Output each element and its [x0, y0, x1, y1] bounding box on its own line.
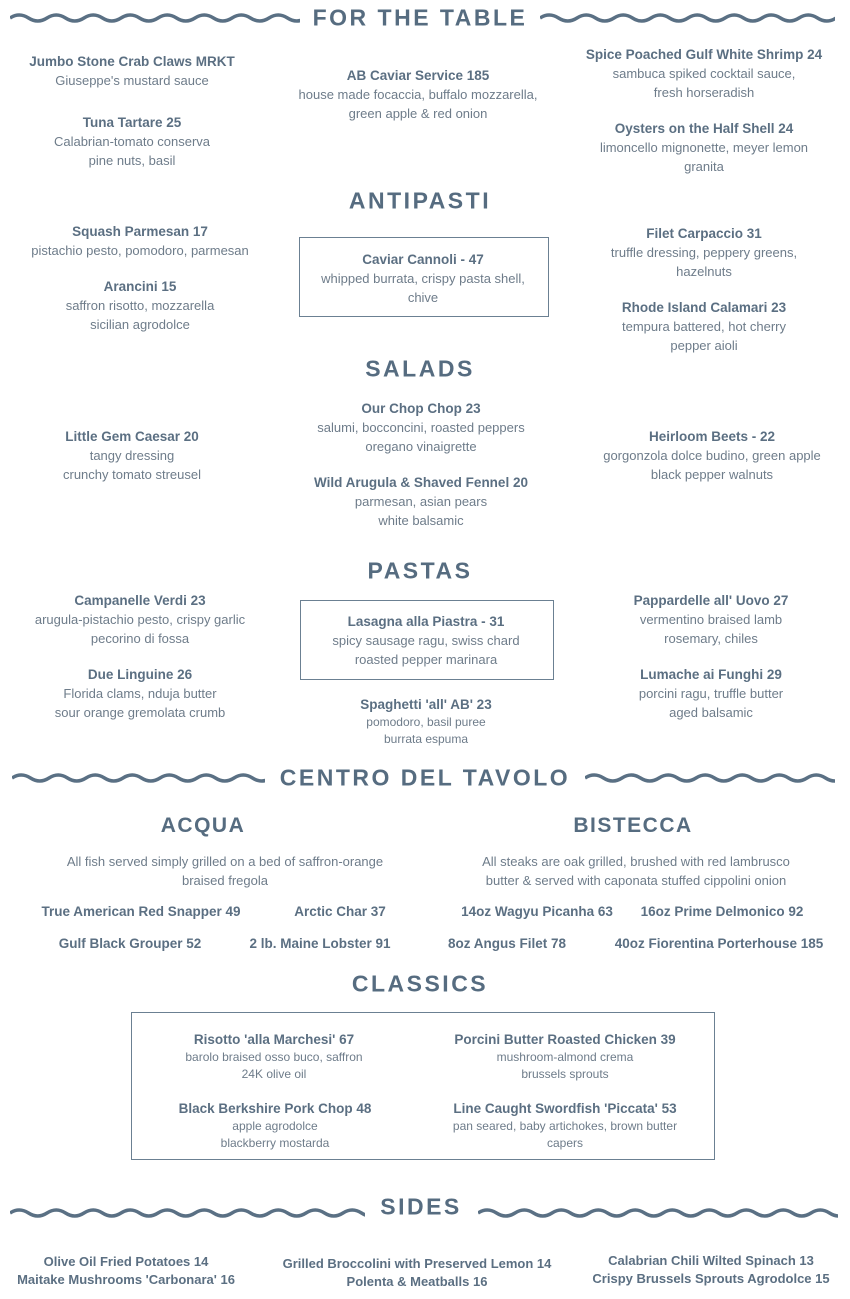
item-desc: pecorino di fossa [90, 631, 190, 646]
item-name: Rhode Island Calamari 23 [621, 300, 787, 315]
item-desc: crunchy tomato streusel [62, 467, 202, 482]
item-desc: granita [684, 159, 724, 174]
item-desc: Giuseppe's mustard sauce [55, 73, 209, 88]
item-name: Lasagna alla Piastra - 31 [347, 614, 505, 629]
menu-item: 14oz Wagyu Picanha 63 [461, 904, 613, 919]
item-desc: apple agrodolce [232, 1119, 318, 1133]
item-desc: house made focaccia, buffalo mozzarella, [298, 87, 538, 102]
desc-line: All steaks are oak grilled, brushed with red lambrusco [482, 854, 790, 869]
item-desc: limoncello mignonette, meyer lemon [599, 140, 809, 155]
item-name: AB Caviar Service 185 [346, 68, 490, 83]
wave-divider [540, 11, 835, 25]
menu-item [35, 591, 245, 648]
item-name: Caviar Cannoli - 47 [362, 252, 484, 267]
menu-item [54, 113, 210, 170]
item-name: Black Berkshire Pork Chop 48 [178, 1101, 372, 1116]
section-title-for-the-table: FOR THE TABLE [312, 4, 528, 31]
item-name: Porcini Butter Roasted Chicken 39 [454, 1032, 676, 1047]
item-name: Arancini 15 [103, 279, 177, 294]
wave-divider [12, 771, 265, 785]
side-item: Olive Oil Fried Potatoes 14 [43, 1254, 209, 1269]
wave-line [478, 1210, 838, 1216]
side-item: Polenta & Meatballs 16 [346, 1274, 488, 1289]
item-desc: truffle dressing, peppery greens, [610, 245, 798, 260]
item-desc: burrata espuma [383, 732, 469, 746]
item-desc: sicilian agrodolce [90, 317, 190, 332]
item-desc: pine nuts, basil [88, 153, 176, 168]
item-desc: aged balsamic [669, 705, 753, 720]
section-title-salads: SALADS [365, 355, 475, 382]
item-desc: black pepper walnuts [650, 467, 774, 482]
wave-divider [585, 771, 835, 785]
menu-item [66, 277, 215, 334]
menu-item [453, 1099, 677, 1152]
item-name: Pappardelle all' Uovo 27 [633, 593, 789, 608]
menu-item: True American Red Snapper 49 [41, 904, 241, 919]
menu-item [603, 427, 821, 484]
item-desc: gorgonzola dolce budino, green apple [603, 448, 821, 463]
menu-item [600, 119, 808, 176]
item-desc: brussels sprouts [521, 1067, 609, 1081]
item-desc: hazelnuts [676, 264, 732, 279]
subsection-title-bistecca: BISTECCA [573, 814, 693, 837]
section-title-sides: SIDES [380, 1193, 462, 1220]
item-desc: 24K olive oil [241, 1067, 307, 1081]
featured-item [321, 250, 525, 307]
menu-item: 2 lb. Maine Lobster 91 [249, 936, 391, 951]
item-name: Heirloom Beets - 22 [648, 429, 776, 444]
item-desc: white balsamic [378, 513, 464, 528]
item-desc: vermentino braised lamb [639, 612, 783, 627]
subsection-title-acqua: ACQUA [160, 814, 246, 837]
item-name: Filet Carpaccio 31 [646, 226, 762, 241]
item-desc: fresh horseradish [653, 85, 755, 100]
sides-column [283, 1255, 552, 1291]
menu-item [622, 298, 786, 355]
desc-line: All fish served simply grilled on a bed of saffron-orange [66, 854, 384, 869]
item-desc: porcini ragu, truffle butter [638, 686, 784, 701]
item-name: Squash Parmesan 17 [72, 224, 208, 239]
menu-item [586, 45, 822, 102]
menu-item [360, 695, 491, 748]
wave-line [10, 1210, 365, 1216]
menu-item [63, 427, 201, 484]
item-desc: tempura battered, hot cherry [621, 319, 787, 334]
menu-item [317, 399, 524, 456]
wave-line [10, 15, 300, 21]
item-name: Our Chop Chop 23 [361, 401, 481, 416]
desc-line: braised fregola [181, 873, 268, 888]
menu-item [634, 591, 789, 648]
item-name: Spice Poached Gulf White Shrimp 24 [585, 47, 823, 62]
section-title-classics: CLASSICS [351, 970, 489, 997]
featured-item [332, 612, 519, 669]
menu-item [611, 224, 797, 281]
item-desc: rosemary, chiles [664, 631, 758, 646]
wave-divider [10, 11, 300, 25]
item-desc: pan seared, baby artichokes, brown butter [452, 1119, 678, 1133]
item-desc: pepper aioli [670, 338, 738, 353]
item-desc: blackberry mostarda [220, 1136, 330, 1150]
menu-item: 40oz Fiorentina Porterhouse 185 [614, 936, 824, 951]
side-item: Maitake Mushrooms 'Carbonara' 16 [17, 1272, 235, 1287]
item-desc: chive [407, 290, 439, 305]
item-desc: parmesan, asian pears [354, 494, 488, 509]
item-desc: mushroom-almond crema [496, 1050, 634, 1064]
bistecca-description [482, 852, 790, 890]
item-name: Spaghetti 'all' AB' 23 [360, 697, 492, 712]
item-name: Wild Arugula & Shaved Fennel 20 [314, 475, 528, 490]
item-name: Line Caught Swordfish 'Piccata' 53 [453, 1101, 677, 1116]
sides-column [592, 1252, 829, 1288]
item-name: Due Linguine 26 [87, 667, 193, 682]
menu-item [454, 1030, 675, 1083]
menu-item: 8oz Angus Filet 78 [447, 936, 567, 951]
item-desc: saffron risotto, mozzarella [65, 298, 215, 313]
wave-divider [478, 1206, 838, 1220]
section-title-centro: CENTRO DEL TAVOLO [279, 764, 571, 791]
item-desc: pistachio pesto, pomodoro, parmesan [31, 243, 249, 258]
wave-divider [10, 1206, 365, 1220]
item-name: Jumbo Stone Crab Claws MRKT [29, 54, 235, 69]
item-name: Tuna Tartare 25 [82, 115, 182, 130]
item-desc: green apple & red onion [348, 106, 488, 121]
menu-item [29, 52, 235, 90]
menu-item [185, 1030, 362, 1083]
item-name: Risotto 'alla Marchesi' 67 [193, 1032, 355, 1047]
menu-item: Arctic Char 37 [294, 904, 386, 919]
item-desc: sour orange gremolata crumb [54, 705, 226, 720]
item-name: Campanelle Verdi 23 [74, 593, 206, 608]
wave-line [12, 775, 265, 781]
menu-item [31, 222, 249, 260]
item-desc: spicy sausage ragu, swiss chard [332, 633, 520, 648]
item-name: Little Gem Caesar 20 [65, 429, 199, 444]
menu-item [314, 473, 528, 530]
menu-item [639, 665, 783, 722]
side-item: Calabrian Chili Wilted Spinach 13 [608, 1253, 814, 1268]
menu-item: Gulf Black Grouper 52 [58, 936, 202, 951]
sides-column [17, 1253, 235, 1289]
wave-line [585, 775, 835, 781]
item-name: Oysters on the Half Shell 24 [614, 121, 794, 136]
wave-line [540, 15, 835, 21]
side-item: Crispy Brussels Sprouts Agrodolce 15 [592, 1271, 830, 1286]
item-desc: whipped burrata, crispy pasta shell, [321, 271, 525, 286]
item-desc: sambuca spiked cocktail sauce, [612, 66, 796, 81]
acqua-description [67, 852, 383, 890]
item-desc: roasted pepper marinara [354, 652, 498, 667]
item-name: Lumache ai Funghi 29 [640, 667, 782, 682]
item-desc: Calabrian-tomato conserva [53, 134, 211, 149]
item-desc: tangy dressing [89, 448, 175, 463]
section-title-antipasti: ANTIPASTI [348, 187, 492, 214]
menu-item [299, 66, 538, 123]
item-desc: arugula-pistachio pesto, crispy garlic [34, 612, 246, 627]
item-desc: barolo braised osso buco, saffron [185, 1050, 363, 1064]
side-item: Grilled Broccolini with Preserved Lemon 14 [282, 1256, 552, 1271]
item-desc: capers [546, 1136, 584, 1150]
menu-item [179, 1099, 372, 1152]
item-desc: pomodoro, basil puree [366, 715, 486, 729]
section-title-pastas: PASTAS [367, 557, 473, 584]
menu-item [55, 665, 226, 722]
menu-item: 16oz Prime Delmonico 92 [640, 904, 804, 919]
desc-line: butter & served with caponata stuffed cippolini onion [485, 873, 787, 888]
item-desc: oregano vinaigrette [365, 439, 477, 454]
item-desc: Florida clams, nduja butter [63, 686, 217, 701]
item-desc: salumi, bocconcini, roasted peppers [317, 420, 525, 435]
